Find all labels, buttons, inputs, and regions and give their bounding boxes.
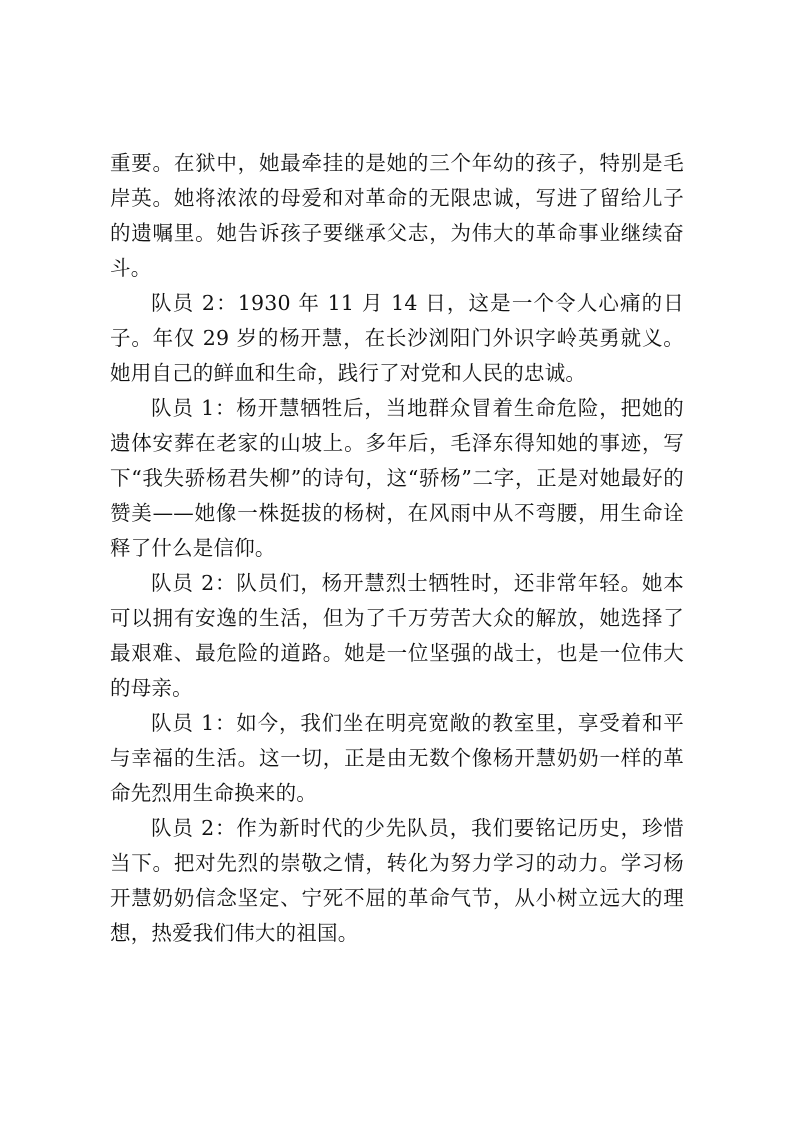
paragraph-3: 队员 1：杨开慧牺牲后，当地群众冒着生命危险，把她的遗体安葬在老家的山坡上。多年后，毛泽东得知她的事迹，写下“我失骄杨君失柳”的诗句，这“骄杨”二字，正是对她最好的赞美——她像一株挺拔的杨树，在风雨中从不弯腰，用生命诠释了什么是信仰。	[110, 396, 684, 560]
paragraph-4: 队员 2：队员们，杨开慧烈士牺牲时，还非常年轻。她本可以拥有安逸的生活，但为了千万劳苦大众的解放，她选择了最艰难、最危险的道路。她是一位坚强的战士，也是一位伟大的母亲。	[110, 571, 684, 700]
document-body	[110, 146, 684, 951]
paragraph-1: 重要。在狱中，她最牵挂的是她的三个年幼的孩子，特别是毛岸英。她将浓浓的母爱和对革命的无限忠诚，写进了留给儿子的遗嘱里。她告诉孩子要继承父志，为伟大的革命事业继续奋斗。	[110, 151, 684, 280]
paragraph-6: 队员 2：作为新时代的少先队员，我们要铭记历史，珍惜当下。把对先烈的崇敬之情，转化为努力学习的动力。学习杨开慧奶奶信念坚定、宁死不屈的革命气节，从小树立远大的理想，热爱我们伟大的祖国。	[110, 816, 684, 945]
paragraph-5: 队员 1：如今，我们坐在明亮宽敞的教室里，享受着和平与幸福的生活。这一切，正是由无数个像杨开慧奶奶一样的革命先烈用生命换来的。	[110, 711, 684, 805]
paragraph-2: 队员 2：1930 年 11 月 14 日，这是一个令人心痛的日子。年仅 29 岁的杨开慧，在长沙浏阳门外识字岭英勇就义。她用自己的鲜血和生命，践行了对党和人民的忠诚。	[110, 291, 684, 385]
